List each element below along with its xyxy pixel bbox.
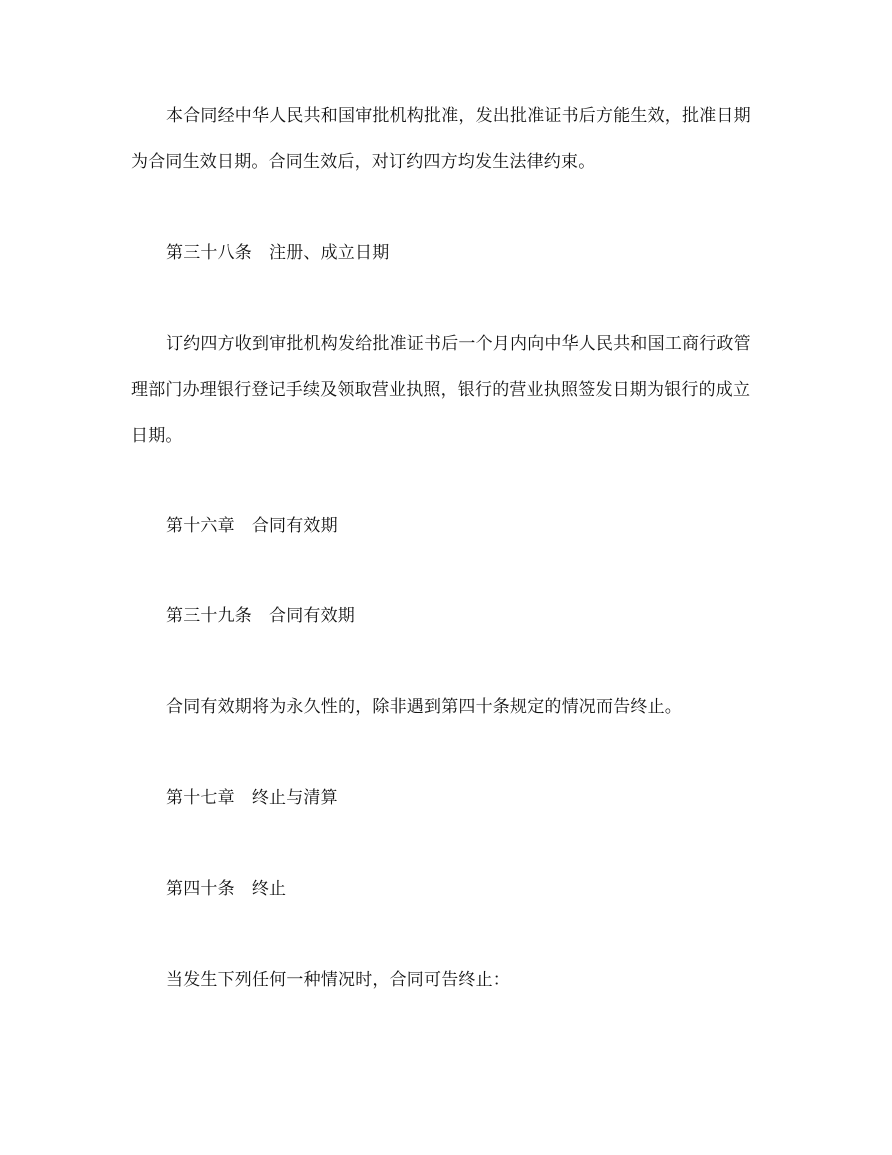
article-39-title: 合同有效期 <box>269 606 355 626</box>
chapter-17-heading <box>166 786 338 810</box>
article-40-title: 终止 <box>251 879 287 899</box>
article-38-heading <box>166 241 389 265</box>
paragraph-termination-line-1: 当发生下列任何一种情况时，合同可告终止： <box>166 970 510 990</box>
paragraph-registration-line-2: 理部门办理银行登记手续及领取营业执照，银行的营业执照签发日期为银行的成立 <box>131 380 751 400</box>
chapter-16-title: 合同有效期 <box>251 516 338 536</box>
paragraph-effectiveness-line-2: 为合同生效日期。合同生效后，对订约四方均发生法律约束。 <box>131 152 596 172</box>
paragraph-validity-line-1: 合同有效期将为永久性的，除非遇到第四十条规定的情况而告终止。 <box>166 697 682 717</box>
paragraph-registration-line-1: 订约四方收到审批机构发给批准证书后一个月内向中华人民共和国工商行政管 <box>166 334 751 354</box>
chapter-17-number: 第十七章 <box>166 788 235 808</box>
chapter-17-title: 终止与清算 <box>251 788 338 808</box>
article-39-number: 第三十九条 <box>166 606 252 626</box>
article-38-number: 第三十八条 <box>166 243 252 263</box>
paragraph-effectiveness-line-1: 本合同经中华人民共和国审批机构批准，发出批准证书后方能生效，批准日期 <box>166 106 751 126</box>
chapter-16-number: 第十六章 <box>166 516 235 536</box>
article-39-heading <box>166 604 355 628</box>
chapter-16-heading <box>166 514 338 538</box>
article-38-title: 注册、成立日期 <box>269 243 390 263</box>
article-40-number: 第四十条 <box>166 879 235 899</box>
article-40-heading <box>166 877 286 901</box>
paragraph-registration-line-3: 日期。 <box>131 426 183 446</box>
